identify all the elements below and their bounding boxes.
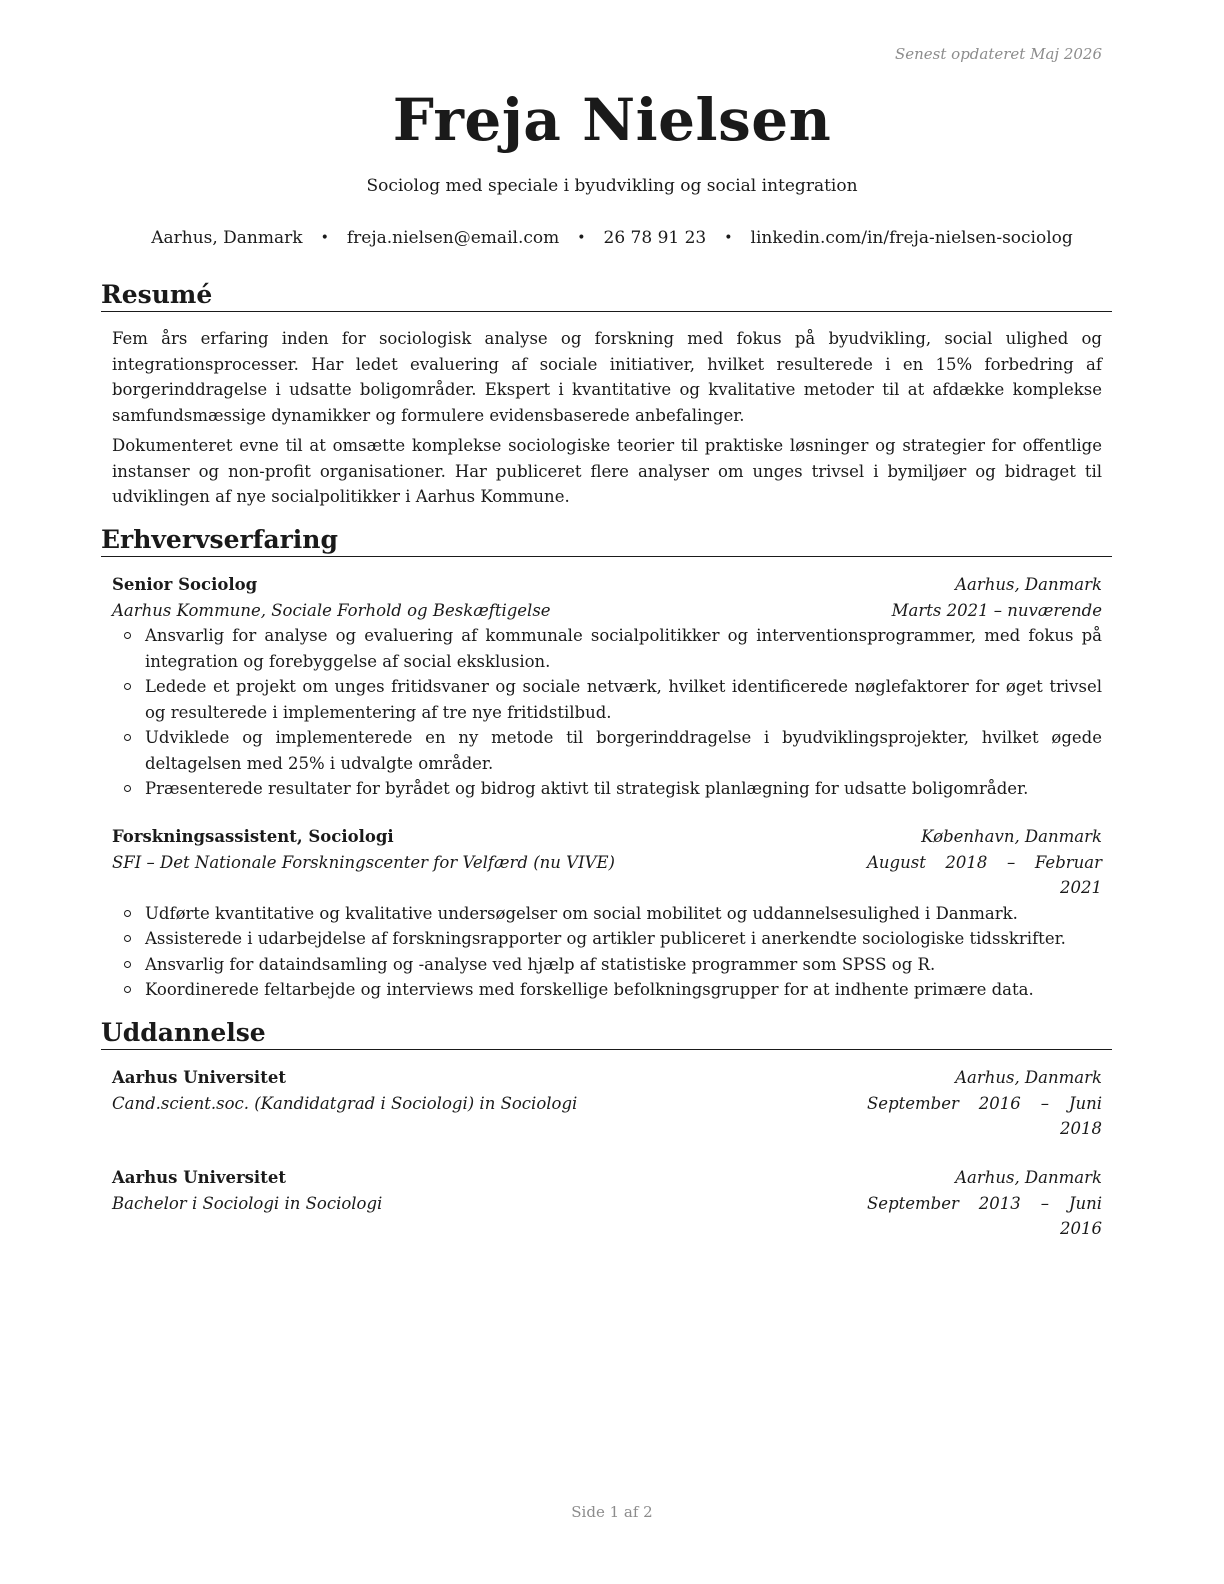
bullet-text: Præsenterede resultater for byrådet og bidrog aktivt til strategisk planlægning for udsatte boligområder. — [145, 779, 1029, 798]
school-location: Aarhus, Danmark — [955, 1068, 1102, 1087]
education-dates: September 2016 – Juni 2018 — [867, 1093, 1102, 1138]
job-entry — [112, 572, 1102, 802]
job-bullet-list — [112, 623, 1102, 802]
list-item — [112, 926, 1102, 952]
bullet-separator-icon: • — [320, 230, 329, 246]
job-subheader-row — [112, 850, 1102, 901]
education-header-row — [112, 1165, 1102, 1191]
list-item — [112, 901, 1102, 927]
circle-bullet-icon — [124, 935, 131, 942]
bullet-text: Assisterede i udarbejdelse af forskningsrapporter og artikler publiceret i anerkendte sociologiske tidsskrifter. — [145, 929, 1066, 948]
job-dates: August 2018 – Februar 2021 — [867, 852, 1102, 897]
bullet-text: Udviklede og implementerede en ny metode til borgerinddragelse i byudviklingsprojekter, hvilket øgede deltagelsen med 25% i udvalgte områder. — [145, 728, 1102, 773]
circle-bullet-icon — [124, 734, 131, 741]
bullet-text: Ansvarlig for dataindsamling og -analyse ved hjælp af statistiske programmer som SPSS og R. — [145, 954, 936, 974]
list-item — [112, 623, 1102, 674]
education-dates: September 2013 – Juni 2016 — [867, 1193, 1102, 1238]
section-title-education: Uddannelse — [101, 1018, 1112, 1050]
contact-linkedin[interactable]: linkedin.com/in/freja-nielsen-sociolog — [750, 228, 1073, 248]
contact-email[interactable]: freja.nielsen@email.com — [346, 228, 560, 248]
list-item — [112, 977, 1102, 1003]
job-organization: Aarhus Kommune, Sociale Forhold og Beskæftigelse — [112, 600, 551, 620]
circle-bullet-icon — [124, 961, 131, 968]
education-subheader-row — [112, 1191, 1102, 1242]
circle-bullet-icon — [124, 785, 131, 792]
school-name: Aarhus Universitet — [112, 1168, 286, 1187]
list-item — [112, 674, 1102, 725]
education-entry — [112, 1065, 1102, 1142]
job-entry — [112, 824, 1102, 1003]
candidate-name: Freja Nielsen — [392, 86, 832, 154]
contact-line — [0, 228, 1224, 248]
section-title-summary: Resumé — [101, 280, 1112, 312]
summary-text — [112, 326, 1102, 515]
bullet-text: Koordinerede feltarbejde og interviews med forskellige befolkningsgrupper for at indhente primære data. — [145, 980, 1034, 999]
bullet-text: Ansvarlig for analyse og evaluering af kommunale socialpolitikker og interventionsprogrammer, med fokus på integration og forebyggelse af social eksklusion. — [145, 626, 1102, 671]
section-title-experience: Erhvervserfaring — [101, 525, 1112, 557]
job-role: Forskningsassistent, Sociologi — [112, 827, 394, 846]
degree-name: Cand.scient.soc. (Kandidatgrad i Sociologi) in Sociologi — [112, 1093, 578, 1113]
job-location: København, Danmark — [921, 827, 1102, 846]
summary-paragraph: Fem års erfaring inden for sociologisk analyse og forskning med fokus på byudvikling, social ulighed og integrationsprocesser. Har ledet evaluering af sociale initiativer, hvilket resulterede i en 15% forbedring af borgerinddragelse i udsatte boligområder. Ekspert i kvantitative og kvalitative metoder til at afdække komplekse samfundsmæssige dynamikker og formulere evidensbaserede anbefalinger. — [112, 329, 1102, 425]
bullet-text: Ledede et projekt om unges fritidsvaner og sociale netværk, hvilket identificerede nøglefaktorer for øget trivsel og resulterede i implementering af tre nye fritidstilbud. — [145, 677, 1102, 722]
job-subheader-row — [112, 598, 1102, 624]
summary-paragraph: Dokumenteret evne til at omsætte komplekse sociologiske teorier til praktiske løsninger og strategier for offentlige instanser og non-profit organisationer. Har publiceret flere analyser om unges trivsel i bymiljøer og bidraget til udviklingen af nye socialpolitikker i Aarhus Kommune. — [112, 436, 1102, 506]
job-role: Senior Sociolog — [112, 575, 258, 594]
bullet-separator-icon: • — [724, 230, 733, 246]
degree-name: Bachelor i Sociologi in Sociologi — [112, 1193, 383, 1213]
contact-location: Aarhus, Danmark — [151, 228, 303, 248]
bullet-separator-icon: • — [577, 230, 586, 246]
circle-bullet-icon — [124, 986, 131, 993]
job-location: Aarhus, Danmark — [955, 575, 1102, 594]
school-name: Aarhus Universitet — [112, 1068, 286, 1087]
school-location: Aarhus, Danmark — [955, 1168, 1102, 1187]
last-updated: Senest opdateret Maj 2026 — [894, 45, 1102, 63]
bullet-text: Udførte kvantitative og kvalitative undersøgelser om social mobilitet og uddannelsesulighed i Danmark. — [145, 903, 1018, 923]
contact-phone[interactable]: 26 78 91 23 — [603, 228, 707, 248]
job-bullet-list — [112, 901, 1102, 1003]
circle-bullet-icon — [124, 683, 131, 690]
education-subheader-row — [112, 1091, 1102, 1142]
list-item — [112, 952, 1102, 978]
tagline: Sociolog med speciale i byudvikling og social integration — [366, 176, 858, 196]
education-header-row — [112, 1065, 1102, 1091]
job-header-row — [112, 572, 1102, 598]
circle-bullet-icon — [124, 910, 131, 917]
job-dates: Marts 2021 – nuværende — [891, 600, 1102, 620]
education-entry — [112, 1165, 1102, 1242]
job-organization: SFI – Det Nationale Forskningscenter for Velfærd (nu VIVE) — [112, 852, 615, 872]
list-item — [112, 725, 1102, 776]
list-item — [112, 776, 1102, 802]
circle-bullet-icon — [124, 632, 131, 639]
page-number: Side 1 af 2 — [571, 1503, 653, 1521]
job-header-row — [112, 824, 1102, 850]
